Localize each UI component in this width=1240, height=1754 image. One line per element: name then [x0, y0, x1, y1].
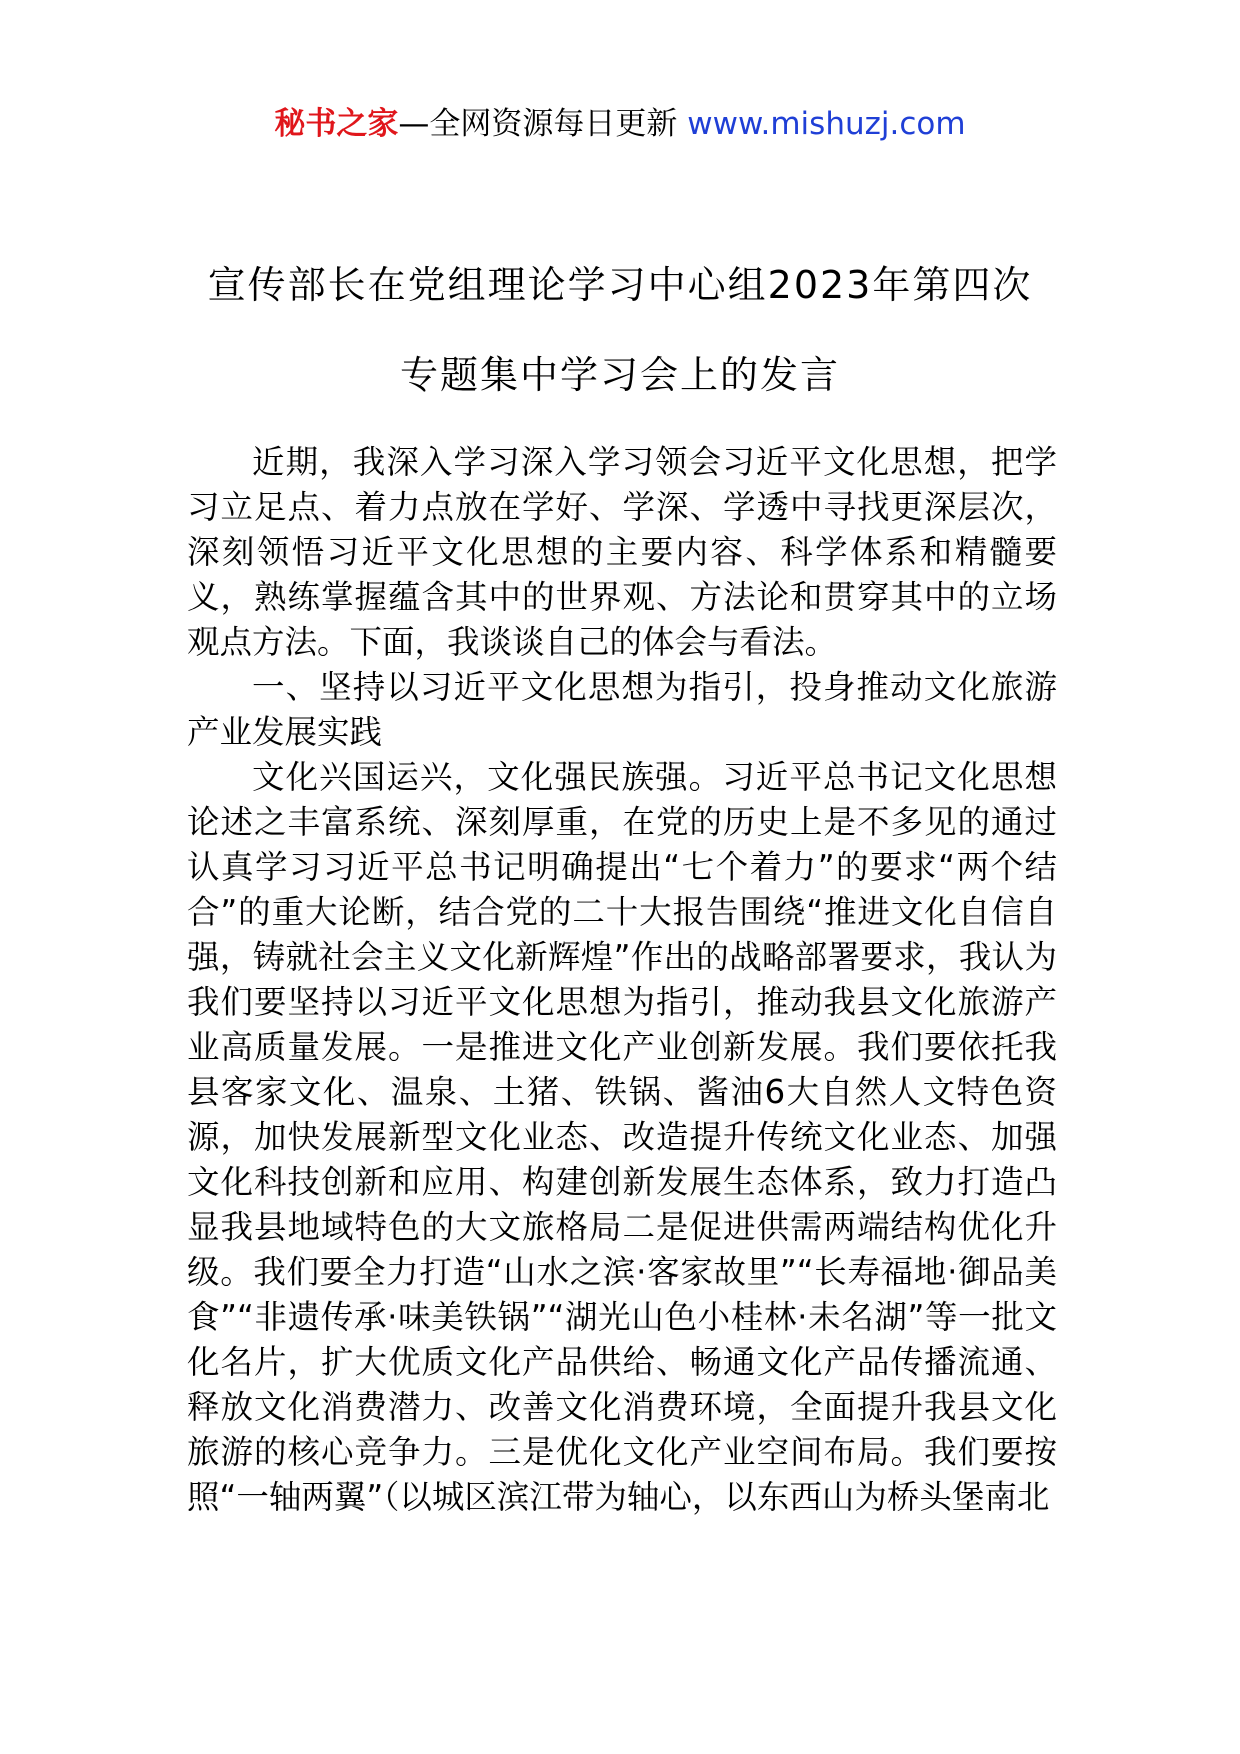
header-tagline: —全网资源每日更新 [398, 106, 688, 142]
brand-name: 秘书之家 [274, 106, 399, 142]
site-url-link[interactable]: www.mishuzj.com [687, 106, 966, 142]
title-line-2: 专题集中学习会上的发言 [399, 353, 840, 397]
intro-paragraph: 近期，我深入学习深入学习领会习近平文化思想，把学习立足点、着力点放在学好、学深、学透中寻找更深层次，深刻领悟习近平文化思想的主要内容、科学体系和精髓要义，熟练掌握蕴含其中的世界观、方法论和贯穿其中的立场观点方法。下面，我谈谈自己的体会与看法。 [187, 443, 1057, 661]
document-title [0, 240, 1240, 420]
body-paragraph: 文化兴国运兴，文化强民族强。习近平总书记文化思想论述之丰富系统、深刻厚重，在党的历史上是不多见的通过认真学习习近平总书记明确提出“七个着力”的要求“两个结合”的重大论断，结合党的二十大报告围绕“推进文化自信自强，铸就社会主义文化新辉煌”作出的战略部署要求，我认为我们要坚持以习近平文化思想为指引，推动我县文化旅游产业高质量发展。一是推进文化产业创新发展。我们要依托我县客家文化、温泉、土猪、铁锅、酱油6大自然人文特色资源，加快发展新型文化业态、改造提升传统文化业态、加强文化科技创新和应用、构建创新发展生态体系，致力打造凸显我县地域特色的大文旅格局二是促进供需两端结构优化升级。我们要全力打造“山水之滨·客家故里”“长寿福地·御品美食”“非遗传承·味美铁锅”“湖光山色小桂林·未名湖”等一批文化名片，扩大优质文化产品供给、畅通文化产品传播流通、释放文化消费潜力、改善文化消费环境，全面提升我县文化旅游的核心竞争力。三是优化文化产业空间布局。我们要按照“一轴两翼”（以城区滨江带为轴心，以东西山为桥头堡南北 [187, 758, 1057, 1516]
title-line-1: 宣传部长在党组理论学习中心组2023年第四次 [207, 263, 1033, 307]
section-heading-1: 一、坚持以习近平文化思想为指引，投身推动文化旅游产业发展实践 [187, 668, 1057, 751]
document-body [187, 440, 1057, 1520]
site-header [0, 104, 1240, 144]
